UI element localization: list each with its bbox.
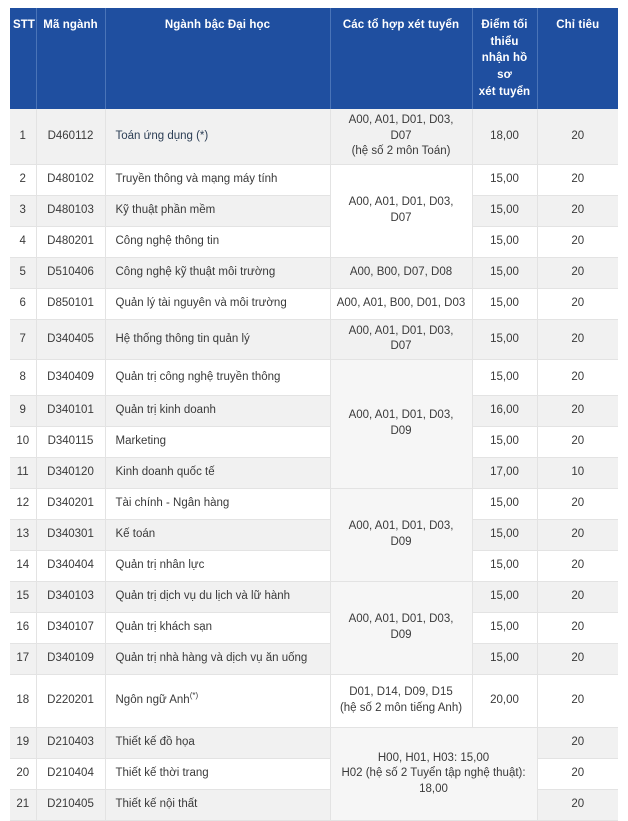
cell-quota: 20 — [537, 674, 618, 727]
cell-major: Quản lý tài nguyên và môi trường — [105, 288, 330, 319]
table-row — [10, 457, 618, 488]
merged-line-2: H02 (hệ số 2 Tuyển tập nghệ thuật): 18,00 — [341, 767, 526, 795]
cell-stt: 20 — [10, 758, 36, 789]
cell-combos-score-merged — [330, 727, 537, 820]
cell-stt: 11 — [10, 457, 36, 488]
cell-score: 15,00 — [472, 519, 537, 550]
cell-quota: 20 — [537, 758, 618, 789]
cell-score: 15,00 — [472, 319, 537, 359]
combos-line-2: (hệ số 2 môn tiếng Anh) — [339, 701, 463, 714]
table-header — [10, 8, 618, 109]
table-row — [10, 612, 618, 643]
cell-quota: 20 — [537, 612, 618, 643]
cell-combos: A00, A01, B00, D01, D03 — [330, 288, 472, 319]
cell-code: D480102 — [36, 164, 105, 195]
cell-stt: 18 — [10, 674, 36, 727]
cell-code: D510406 — [36, 257, 105, 288]
cell-stt: 16 — [10, 612, 36, 643]
cell-stt: 21 — [10, 789, 36, 820]
cell-code: D340101 — [36, 395, 105, 426]
cell-stt: 15 — [10, 581, 36, 612]
table-row — [10, 395, 618, 426]
cell-quota: 20 — [537, 519, 618, 550]
cell-stt: 4 — [10, 226, 36, 257]
cell-code: D340405 — [36, 319, 105, 359]
cell-code: D340409 — [36, 359, 105, 395]
cell-code: D340115 — [36, 426, 105, 457]
cell-stt: 1 — [10, 109, 36, 164]
table-row — [10, 674, 618, 727]
cell-major: Thiết kế thời trang — [105, 758, 330, 789]
table-row — [10, 319, 618, 359]
table-row — [10, 550, 618, 581]
cell-stt: 17 — [10, 643, 36, 674]
cell-combos-merged: A00, A01, D01, D03, D09 — [330, 359, 472, 488]
column-header-stt: STT — [10, 8, 36, 109]
cell-quota: 20 — [537, 164, 618, 195]
cell-quota: 20 — [537, 257, 618, 288]
table-row — [10, 488, 618, 519]
cell-major: Công nghệ kỹ thuật môi trường — [105, 257, 330, 288]
cell-major-text: Ngôn ngữ Anh — [115, 694, 190, 707]
cell-major: Hệ thống thông tin quản lý — [105, 319, 330, 359]
cell-code: D340120 — [36, 457, 105, 488]
cell-major: Quản trị khách sạn — [105, 612, 330, 643]
cell-stt: 19 — [10, 727, 36, 758]
cell-stt: 12 — [10, 488, 36, 519]
cell-combos-merged: A00, A01, D01, D03, D09 — [330, 488, 472, 581]
cell-combos-merged: A00, A01, D01, D03, D07 — [330, 164, 472, 257]
cell-score: 15,00 — [472, 257, 537, 288]
table-row — [10, 164, 618, 195]
combos-line-1: A00, A01, D01, D03, D07 — [348, 114, 454, 142]
cell-stt: 2 — [10, 164, 36, 195]
table-row — [10, 226, 618, 257]
cell-stt: 9 — [10, 395, 36, 426]
header-row — [10, 8, 618, 109]
cell-major: Quản trị nhân lực — [105, 550, 330, 581]
cell-major: Quản trị dịch vụ du lịch và lữ hành — [105, 581, 330, 612]
cell-quota: 20 — [537, 789, 618, 820]
cell-major: Kỹ thuật phần mềm — [105, 195, 330, 226]
cell-code: D210405 — [36, 789, 105, 820]
cell-score: 15,00 — [472, 359, 537, 395]
cell-major-footnote-marker: (*) — [189, 691, 199, 701]
table-row — [10, 257, 618, 288]
cell-score: 15,00 — [472, 550, 537, 581]
column-header-code: Mã ngành — [36, 8, 105, 109]
cell-quota: 20 — [537, 319, 618, 359]
cell-code: D340109 — [36, 643, 105, 674]
column-header-major: Ngành bậc Đại học — [105, 8, 330, 109]
table-row — [10, 727, 618, 758]
cell-score: 20,00 — [472, 674, 537, 727]
cell-combos — [330, 674, 472, 727]
cell-quota: 20 — [537, 109, 618, 164]
cell-stt: 13 — [10, 519, 36, 550]
cell-combos: A00, B00, D07, D08 — [330, 257, 472, 288]
cell-stt: 6 — [10, 288, 36, 319]
cell-combos — [330, 109, 472, 164]
cell-score: 15,00 — [472, 195, 537, 226]
cell-code: D210403 — [36, 727, 105, 758]
cell-code: D480201 — [36, 226, 105, 257]
cell-quota: 10 — [537, 457, 618, 488]
cell-major: Kinh doanh quốc tế — [105, 457, 330, 488]
cell-quota: 20 — [537, 288, 618, 319]
column-header-combos: Các tổ hợp xét tuyển — [330, 8, 472, 109]
cell-stt: 3 — [10, 195, 36, 226]
cell-stt: 14 — [10, 550, 36, 581]
cell-major: Quản trị kinh doanh — [105, 395, 330, 426]
cell-quota: 20 — [537, 395, 618, 426]
cell-major: Quản trị công nghệ truyền thông — [105, 359, 330, 395]
cell-major: Thiết kế nội thất — [105, 789, 330, 820]
cell-score: 16,00 — [472, 395, 537, 426]
column-header-score — [472, 8, 537, 109]
cell-code: D340103 — [36, 581, 105, 612]
column-header-score-line3: xét tuyển — [478, 85, 531, 98]
cell-quota: 20 — [537, 359, 618, 395]
column-header-quota: Chỉ tiêu — [537, 8, 618, 109]
cell-code: D340404 — [36, 550, 105, 581]
cell-code: D220201 — [36, 674, 105, 727]
cell-score: 18,00 — [472, 109, 537, 164]
cell-major: Thiết kế đồ họa — [105, 727, 330, 758]
cell-major: Marketing — [105, 426, 330, 457]
cell-combos: A00, A01, D01, D03, D07 — [330, 319, 472, 359]
cell-score: 15,00 — [472, 426, 537, 457]
cell-quota: 20 — [537, 727, 618, 758]
table-row — [10, 581, 618, 612]
cell-quota: 20 — [537, 581, 618, 612]
admissions-table — [10, 8, 618, 821]
cell-combos-merged: A00, A01, D01, D03, D09 — [330, 581, 472, 674]
table-row — [10, 195, 618, 226]
cell-major: Tài chính - Ngân hàng — [105, 488, 330, 519]
cell-score: 15,00 — [472, 164, 537, 195]
table-row — [10, 643, 618, 674]
cell-code: D340201 — [36, 488, 105, 519]
table-row — [10, 109, 618, 164]
cell-score: 15,00 — [472, 612, 537, 643]
cell-major: Kế toán — [105, 519, 330, 550]
cell-code: D460112 — [36, 109, 105, 164]
cell-quota: 20 — [537, 426, 618, 457]
table-row — [10, 359, 618, 395]
cell-stt: 7 — [10, 319, 36, 359]
cell-major: Công nghệ thông tin — [105, 226, 330, 257]
column-header-score-line2: nhận hồ sơ — [481, 52, 528, 82]
combos-line-1: D01, D14, D09, D15 — [349, 686, 453, 699]
cell-major: Quản trị nhà hàng và dịch vụ ăn uống — [105, 643, 330, 674]
table-row — [10, 288, 618, 319]
cell-code: D340107 — [36, 612, 105, 643]
cell-stt: 10 — [10, 426, 36, 457]
cell-quota: 20 — [537, 550, 618, 581]
cell-score: 15,00 — [472, 288, 537, 319]
cell-major — [105, 674, 330, 727]
cell-score: 15,00 — [472, 226, 537, 257]
cell-major: Toán ứng dụng (*) — [105, 109, 330, 164]
cell-code: D480103 — [36, 195, 105, 226]
cell-code: D210404 — [36, 758, 105, 789]
combos-line-2: (hệ số 2 môn Toán) — [351, 145, 451, 158]
cell-quota: 20 — [537, 643, 618, 674]
cell-score: 17,00 — [472, 457, 537, 488]
cell-code: D340301 — [36, 519, 105, 550]
cell-quota: 20 — [537, 488, 618, 519]
cell-code: D850101 — [36, 288, 105, 319]
table-row — [10, 519, 618, 550]
table-body — [10, 109, 618, 820]
cell-quota: 20 — [537, 226, 618, 257]
cell-score: 15,00 — [472, 581, 537, 612]
column-header-score-line1: Điểm tối thiểu — [481, 19, 528, 48]
cell-score: 15,00 — [472, 643, 537, 674]
cell-quota: 20 — [537, 195, 618, 226]
cell-major: Truyền thông và mạng máy tính — [105, 164, 330, 195]
cell-stt: 5 — [10, 257, 36, 288]
merged-line-1: H00, H01, H03: 15,00 — [377, 751, 490, 764]
table-row — [10, 426, 618, 457]
cell-score: 15,00 — [472, 488, 537, 519]
cell-stt: 8 — [10, 359, 36, 395]
